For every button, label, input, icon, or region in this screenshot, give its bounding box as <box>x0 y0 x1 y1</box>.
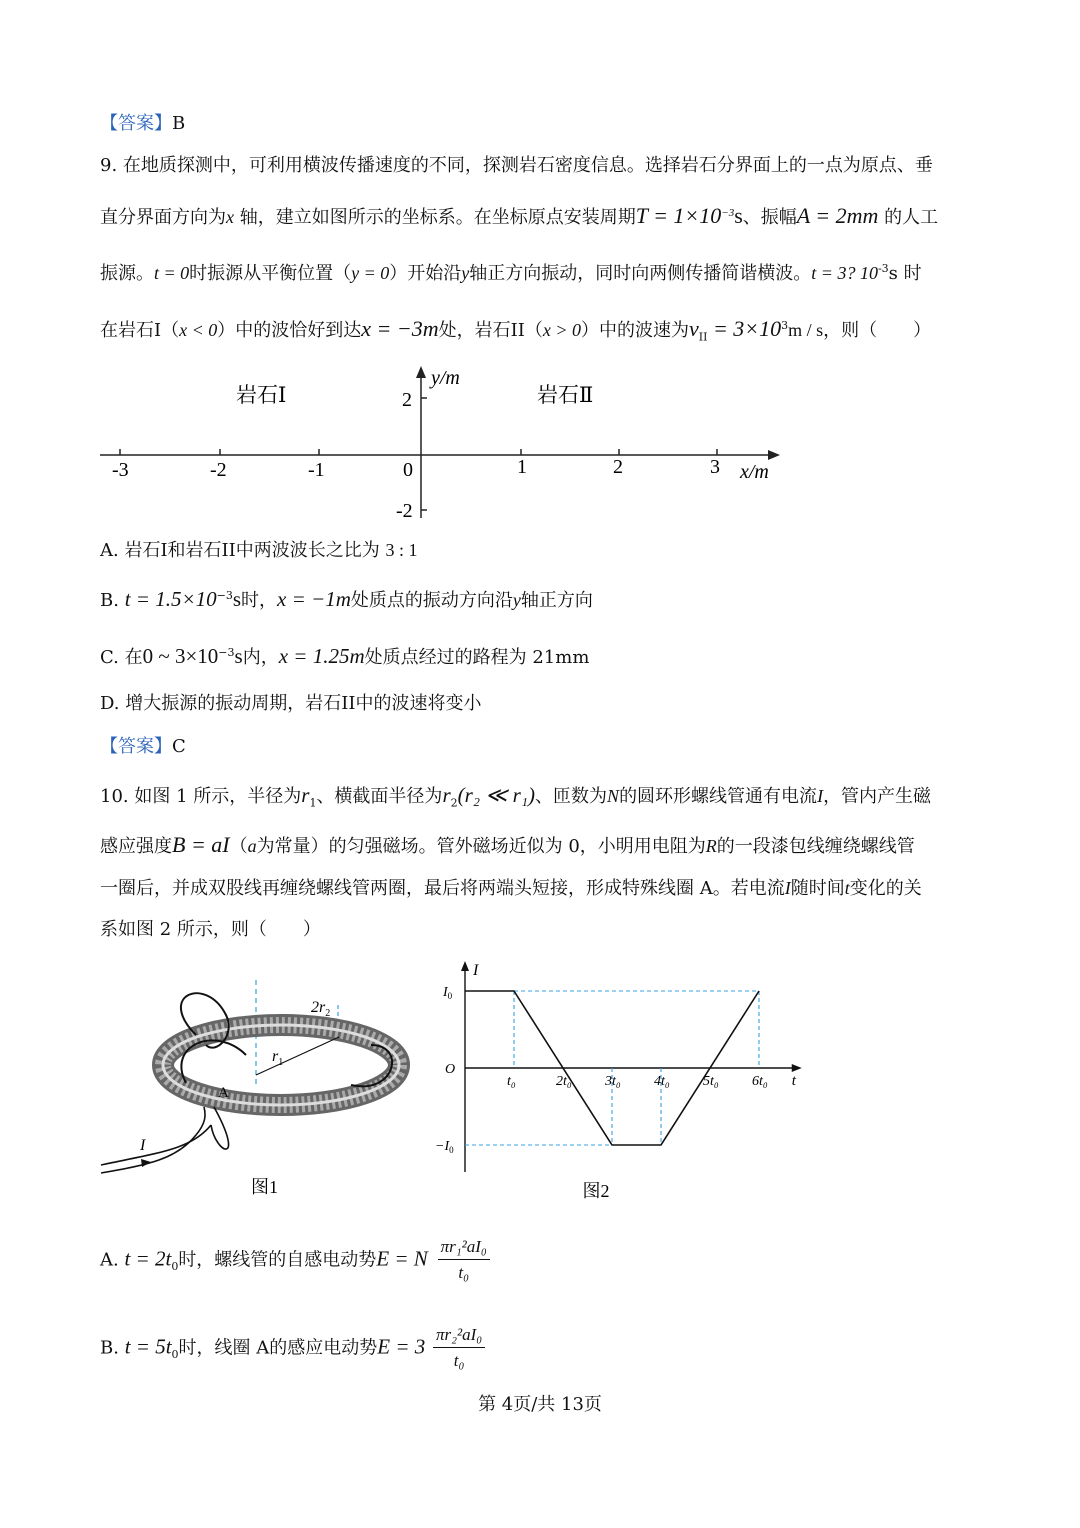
math-eq: = 3×10 <box>707 316 782 341</box>
answer-line <box>100 112 185 136</box>
q9-text: 轴，建立如图所示的坐标系。在坐标原点安装周期 <box>234 207 636 228</box>
fig1-toroid-diagram <box>96 975 416 1205</box>
y-tick-label: 2 <box>402 389 412 411</box>
x-tick-label: 1 <box>517 456 527 478</box>
t-tick-label: 5t₀ <box>703 1074 719 1089</box>
q9-text: 处，岩石II（ <box>438 320 543 341</box>
math-eq: B = aI <box>172 832 230 857</box>
q9-text: 9. 在地质探测中，可利用横波传播速度的不同，探测岩石密度信息。选择岩石分界面上的一点为原点、垂 <box>100 155 933 176</box>
t-axis-arrow <box>792 1064 802 1072</box>
y-tick-label: -2 <box>396 500 413 522</box>
x-tick-label: 2 <box>613 456 623 478</box>
fraction-numerator: πr₁²aI₀ <box>438 1235 490 1260</box>
answer-value: C <box>172 736 186 757</box>
math-var: y <box>461 263 470 283</box>
q9-text: s 时 <box>888 263 922 284</box>
q10-text: 一圈后，并成双股线再缠绕螺线管两圈，最后将两端头短接，形成特殊线圈 A。若电流 <box>100 878 785 899</box>
math-time: t = 0 <box>154 263 190 283</box>
q10-text: 随时间 <box>790 878 845 899</box>
q10-text: 感应强度 <box>100 836 172 857</box>
q10-text: 10. 如图 1 所示，半径为 <box>100 786 302 807</box>
q10-text: （ <box>229 836 248 857</box>
math-eq: E = N <box>376 1246 428 1271</box>
math-exp: −3 <box>721 207 735 219</box>
option-text: A. <box>100 1249 119 1271</box>
t-axis-label: t <box>791 1073 796 1089</box>
two-r2-label: $2r_2$ <box>311 999 331 1019</box>
option-text: B. <box>100 1337 119 1359</box>
rock2-label: 岩石Ⅱ <box>537 383 594 407</box>
fig2-current-graph <box>430 955 796 1205</box>
math-pos: x = −1m <box>277 587 351 611</box>
q9-coordinate-figure <box>90 360 790 530</box>
minus-i0-label: $-I_0$ <box>435 1139 454 1155</box>
x-tick-label: 3 <box>710 456 720 478</box>
math-var: v <box>688 316 699 341</box>
q10-option-a: A. $t = 2t_0$时，螺线管的自感电动势E = N $\frac{\text{πr₁²aI₀}}{\text{t₀}}$ <box>100 1235 490 1286</box>
coil-a-label: A <box>218 1085 229 1101</box>
q9-line3 <box>100 261 922 286</box>
y-axis-arrow <box>416 366 426 378</box>
t-tick-label: 3t₀ <box>605 1074 621 1089</box>
math-amplitude: A = 2mm <box>796 203 879 228</box>
answer-label: 【答案】 <box>100 113 172 134</box>
option-text: 处质点的振动方向沿 <box>350 590 513 611</box>
math-period: T = 1×10 <box>635 203 722 228</box>
page-number: 第 4页/共 13页 <box>478 1394 602 1415</box>
math-pos: x = −3m <box>361 316 439 341</box>
answer-line <box>100 735 186 759</box>
lead-wire <box>101 1125 211 1165</box>
q9-line4 <box>100 317 931 343</box>
q9-line2 <box>100 204 938 230</box>
option-text: C. 在 <box>100 647 143 668</box>
x-tick-label: -3 <box>112 459 129 481</box>
math-var: r <box>301 783 310 807</box>
math-var: I <box>817 786 824 806</box>
fraction <box>438 1235 490 1286</box>
q10-option-b: B. $t = 5t_0$时，线圈 A的感应电动势E = 3 $\frac{\text{πr₂²aI₀}}{\text{t₀}}$ <box>100 1323 485 1374</box>
option-text: A. 岩石I和岩石II中两波波长之比为 <box>100 540 380 561</box>
q9-text: 在岩石I（ <box>100 320 180 341</box>
q10-text: 为常量）的匀强磁场。管外磁场近似为 0，小明用电阻为 <box>256 836 706 857</box>
i-axis-arrow <box>461 961 469 971</box>
q9-text: 的人工 <box>878 207 939 228</box>
lead-wire <box>101 1107 205 1173</box>
t-tick-label: 4t₀ <box>654 1074 670 1089</box>
math-range: 0 ~ 3×10 <box>142 644 219 668</box>
q9-option-d <box>100 692 481 716</box>
q10-text: 、匝数为 <box>535 786 608 807</box>
figure-caption: 图1 <box>251 1177 278 1197</box>
math-var: a <box>247 836 257 856</box>
q10-line2 <box>100 833 915 859</box>
q10-text: 系如图 2 所示，则（ ） <box>100 919 321 940</box>
page-footer <box>0 1393 1080 1417</box>
math-sub: II <box>698 330 708 344</box>
math-exp: −3 <box>216 589 233 602</box>
q9-text: ）中的波速为 <box>580 320 689 341</box>
radius-line <box>256 1037 339 1075</box>
math-pos: x = 1.25m <box>278 644 365 668</box>
math-unit: s <box>234 644 243 668</box>
t-tick-label: t₀ <box>507 1074 516 1089</box>
i0-label: $I_0$ <box>443 985 453 1001</box>
q9-text: ）开始沿 <box>389 263 462 284</box>
x-tick-label: 0 <box>403 459 413 481</box>
fraction <box>433 1323 485 1374</box>
fraction-denominator: t₀ <box>453 1351 465 1370</box>
q10-text: ，管内产生磁 <box>823 786 932 807</box>
q9-option-b <box>100 587 593 613</box>
option-text: 轴正方向 <box>520 590 593 611</box>
q10-text: 变化的关 <box>849 878 922 899</box>
current-label: I <box>140 1137 146 1154</box>
x-tick-label: -2 <box>210 459 227 481</box>
math-var: N <box>607 786 620 806</box>
answer-value: B <box>172 113 186 134</box>
math-unit: s <box>232 587 242 611</box>
math-var: I <box>784 878 791 898</box>
q10-line4 <box>100 918 321 942</box>
math-exp: −3 <box>218 646 235 659</box>
option-text: 内， <box>242 647 279 668</box>
q9-text: ，则（ ） <box>823 320 932 341</box>
q9-text: 、振幅 <box>742 207 797 228</box>
fraction-denominator: t₀ <box>458 1263 469 1282</box>
q9-line1 <box>100 154 933 178</box>
r1-label: $r_1$ <box>272 1048 284 1068</box>
q9-text: 时振源从平衡位置（ <box>189 263 352 284</box>
math-unit: m / s <box>788 320 824 340</box>
i-axis-label: I <box>473 962 479 979</box>
q10-text: 的一段漆包线缠绕螺线管 <box>716 836 915 857</box>
math-time: t = 5t <box>124 1334 172 1359</box>
y-axis-label: y/m <box>431 367 460 389</box>
t-tick-label: 6t₀ <box>752 1074 768 1089</box>
math-ratio: 3 : 1 <box>385 540 418 560</box>
fraction-numerator: πr₂²aI₀ <box>433 1323 485 1348</box>
lead-wire <box>211 1107 229 1149</box>
q9-text: 振源。 <box>100 263 154 284</box>
option-text: B. <box>100 590 119 611</box>
option-text: 时，螺线管的自感电动势 <box>178 1249 377 1271</box>
math-time: t = 1.5×10 <box>124 587 217 611</box>
math-eq: y = 0 <box>351 263 390 283</box>
math-ineq: x < 0 <box>179 320 218 340</box>
x-axis-label: x/m <box>740 461 769 483</box>
math-var: x <box>226 207 234 227</box>
math-time: t = 3? 10 <box>811 263 878 283</box>
q9-text: 轴正方向振动，同时向两侧传播简谐横波。 <box>469 263 812 284</box>
math-unit: s <box>734 203 743 228</box>
math-var: R <box>705 836 717 856</box>
q10-text: 、横截面半径为 <box>316 786 443 807</box>
option-text: D. 增大振源的振动周期，岩石II中的波速将变小 <box>100 693 482 714</box>
origin-label: O <box>445 1062 456 1077</box>
math-exp: 3 <box>781 319 789 332</box>
q10-line1: 10. 如图 1 所示，半径为$r_1$、横截面半径为$r_2(r_2$ ≪ r₁)、匝数为N的圆环形螺线管通有电流I，管内产生磁 <box>100 783 932 810</box>
math-eq: E = 3 <box>377 1334 426 1359</box>
x-axis-arrow <box>768 450 780 460</box>
q9-text: ）中的波恰好到达 <box>217 320 362 341</box>
t-tick-label: 2t₀ <box>556 1074 572 1089</box>
q10-line3 <box>100 876 922 901</box>
answer-label: 【答案】 <box>100 736 172 757</box>
math-var: r <box>442 783 451 807</box>
rock1-label: 岩石Ⅰ <box>236 383 287 407</box>
math-condition: (r₂ ≪ r₁) <box>457 783 536 807</box>
option-text: 时， <box>241 590 278 611</box>
q9-text: 直分界面方向为 <box>100 207 226 228</box>
q9-option-c <box>100 644 589 670</box>
math-time: t = 2t <box>124 1246 172 1271</box>
math-ineq: x > 0 <box>542 320 581 340</box>
x-tick-label: -1 <box>308 459 325 481</box>
math-var: y <box>512 590 521 610</box>
option-text: 处质点经过的路程为 21mm <box>364 647 590 668</box>
figure-caption: 图2 <box>582 1181 610 1201</box>
math-exp: -3 <box>877 262 889 275</box>
option-text: 时，线圈 A的感应电动势 <box>178 1337 378 1359</box>
q10-text: 的圆环形螺线管通有电流 <box>619 786 818 807</box>
q9-option-a <box>100 538 418 563</box>
math-var: t <box>844 878 850 898</box>
